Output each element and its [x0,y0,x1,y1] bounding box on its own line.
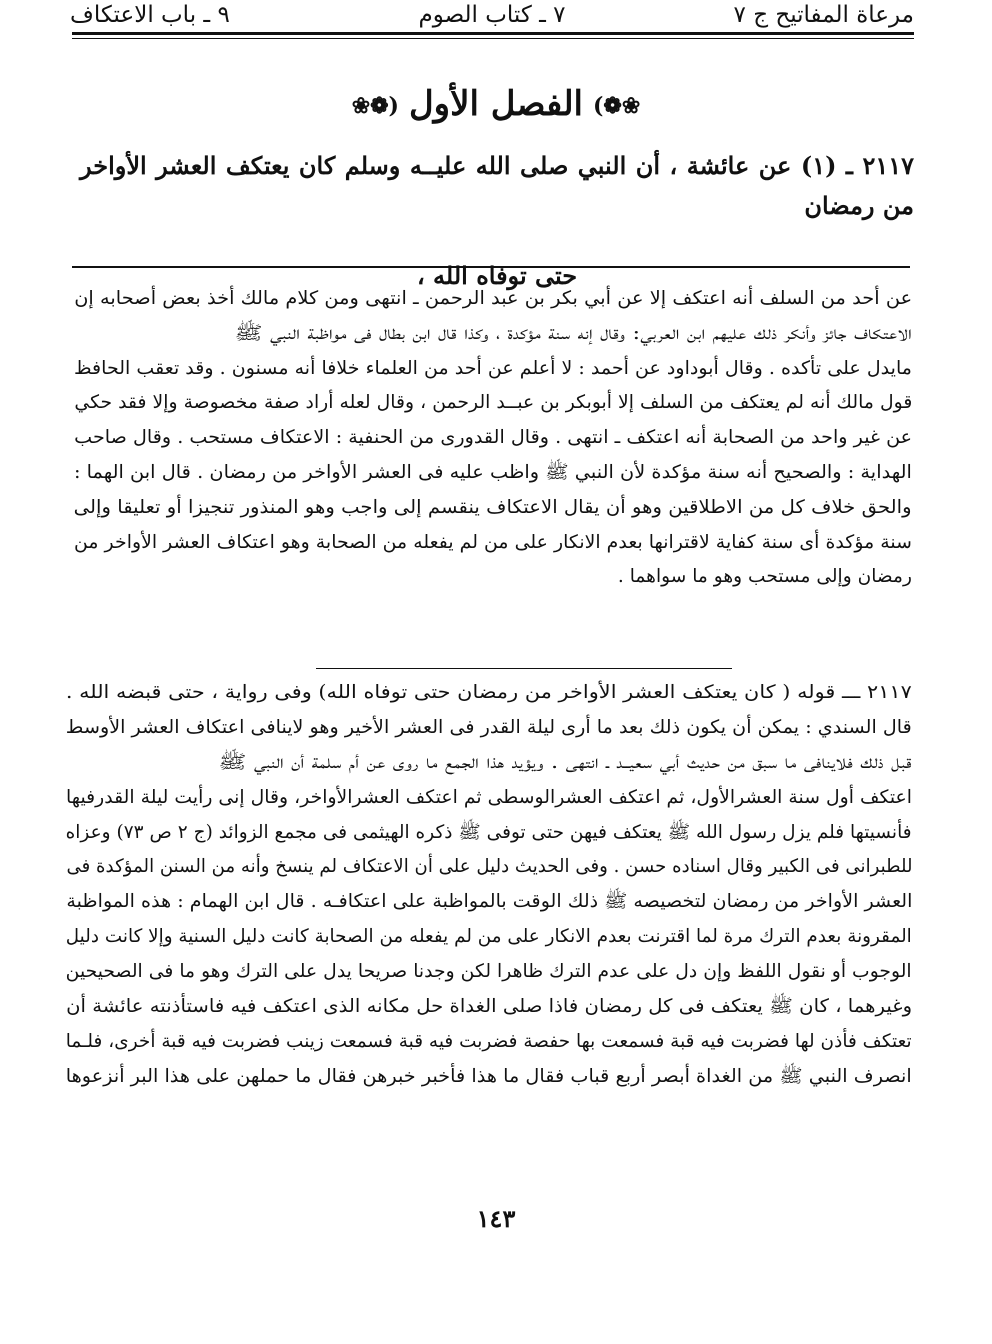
note-line: انصرف النبي ﷺ من الغداة أبصر أربع قباب فقال ما هذا فأخبر خبرهن فقال ما حملهن على هذا البر أنزعوها [66,1065,912,1087]
running-header [70,0,914,30]
header-rule-thin [72,38,914,39]
commentary-line: سنة مؤكدة أى سنة كفاية لاقترانها بعدم الانكار على من لم يفعله من الصحابة وهو اعتكاف العشر الأواخر من [74,531,912,553]
section-heading [0,82,992,128]
hadith-line-1: ٢١١٧ ـ (١) عن عائشة ، أن النبي صلى الله عليــه وسلم كان يعتكف العشر الأواخر من رمضان [80,151,915,220]
note-line: اعتكف أول سنة العشرالأول، ثم اعتكف العشرالوسطى ثم اعتكف العشرالأواخر، وقال إنى رأيت ليلة القدرفيها [66,786,912,808]
ornament-right-icon: ❀❁) [593,93,641,119]
commentary-line: قول مالك أنه لم يعتكف من السلف إلا أبوبكر بن عبــد الرحمن ، وقال لعله أراد صفة مخصوصة وإلا فقد حكي [74,392,912,414]
commentary-line: الاعتكاف جائز وأنكر ذلك عليهم ابن العربي: وقال إنه سنة مؤكدة ، وكذا قال ابن بطال فى مواظبة النبي ﷺ [234,322,912,344]
section-title: الفصل الأول [408,84,584,124]
note-line: ٢١١٧ ـــ قوله ( كان يعتكف العشر الأواخر من رمضان حتى توفاه الله) وفى رواية ، حتى قبضه الله . [66,682,912,703]
commentary-block [74,282,912,595]
note-line: قال السندي : يمكن أن يكون ذلك بعد ما أرى ليلة القدر فى العشر الأخير وهو لاينافى اعتكاف العشر الأوسط [66,716,912,738]
note-line: العشر الأواخر من رمضان لتخصيصه ﷺ ذلك الوقت بالمواظبة على اعتكافـه . قال ابن الهمام : هذه المواظبة [66,891,912,913]
commentary-line: عن غير واحد من الصحابة أنه اعتكف ـ انتهى . وقال القدورى من الحنفية : الاعتكاف مستحب . وقال صاحب [74,427,912,449]
page-number: ١٤٣ [476,1204,516,1233]
commentary-line: عن أحد من السلف أنه اعتكف إلا عن أبي بكر بن عبد الرحمن ـ انتهى ومن كلام مالك أخذ بعض أصحابه إن [74,288,912,309]
note-line: المقرونة بعدم الترك مرة لما اقترنت بعدم الانكار على من لم يفعله من الصحابة كانت دليل السنية وإلا كانت دليل [66,926,912,948]
ornament-left-icon: (❁❀ [351,93,399,119]
commentary-line: مايدل على تأكده . وقال أبوداود عن أحمد : لا أعلم عن أحد من العلماء خلافا أنه مسنون . وقد تعقب الحافظ [74,357,912,379]
note-line: وغيرهما ، كان ﷺ يعتكف فى كل رمضان فاذا صلى الغداة حل مكانه الذى اعتكف فيه فاستأذنته عائشة أن [66,996,912,1018]
commentary-line: والحق خلاف كل من الاطلاقين وهو أن يقال الاعتكاف ينقسم إلى واجب وهو المنذور تنجيزا أو تعليقا وإلى [74,496,912,518]
note-line: للطبرانى فى الكبير وقال اسناده حسن . وفى الحديث دليل على أن الاعتكاف لم ينسخ وأنه من السنن المؤكدة فى [66,856,912,878]
hadith-line-2: حتى توفاه الله ، [416,261,578,290]
note-line: قبل ذلك فلاينافى ما سبق من حديث أبي سعيــد ـ انتهى . ويؤيد هذا الجمع ما روى عن أم سلمة أن النبي ﷺ [218,751,912,773]
note-line: تعتكف فأذن لها فضربت فيه قبة فسمعت بها حفصة فضربت فيه قبة فسمعت زينب فضربت فيه قبة أخرى، فلـما [66,1030,912,1052]
header-chapter-title: ٩ ـ باب الاعتكاف [70,2,230,28]
header-rule-thick [72,32,914,35]
commentary-line: رمضان وإلى مستحب وهو ما سواهما . [617,566,912,588]
short-separator [316,668,732,669]
header-book-volume: مرعاة المفاتيح ج ٧ [733,2,914,28]
note-line: فأنسيتها فلم يزل رسول الله ﷺ يعتكف فيهن حتى توفى ﷺ ذكره الهيثمى فى مجمع الزوائد (ج ٢ ص ٧٣) وعزاه [66,821,912,843]
note-line: الوجوب أو نقول اللفظ وإن دل على عدم الترك ظاهرا لكن وجدنا صريحا يدل على الترك وهو ما فى الصحيحين [66,961,912,983]
header-book-title: ٧ ـ كتاب الصوم [418,2,566,28]
footnote-separator [72,266,910,268]
hadith-text [80,146,914,296]
notes-block [66,676,912,1095]
commentary-line: الهداية : والصحيح أنه سنة مؤكدة لأن النبي ﷺ واظب عليه فى العشر الأواخر من رمضان . قال ابن الهما : [74,461,912,483]
